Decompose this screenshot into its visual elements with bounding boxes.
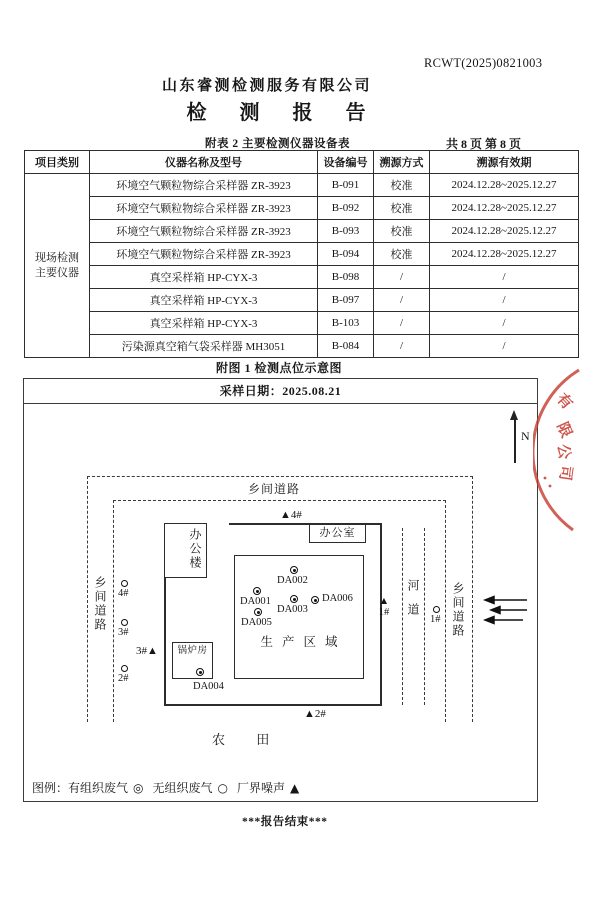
stack-emission-point-label: DA005 [241,617,272,628]
boundary-noise-marker: 3#▲ [136,645,158,657]
trace-method-cell: 校准 [374,243,430,266]
fugitive-emission-point-label: 1# [430,614,441,625]
legend-item-label: 无组织废气 [152,781,213,795]
instrument-name-cell: 真空采样箱 HP-CYX-3 [90,312,318,335]
company-name: 山东睿测检测服务有限公司 [161,78,372,94]
table-row [25,220,579,243]
north-arrow-shaft [514,418,516,463]
site-diagram [23,378,538,802]
stack-emission-point-label: DA003 [277,604,308,615]
stamp-dot [549,485,552,488]
legend-item-symbol-icon: ◎ [133,780,144,795]
noise-marker-label: 1# [378,607,390,618]
fugitive-emission-point-label: 4# [118,588,129,599]
trace-method-cell: / [374,335,430,358]
column-header: 项目类别 [25,151,90,174]
device-code-cell: B-092 [318,197,374,220]
stamp-char: 有 [553,390,575,413]
stack-emission-point-icon [196,668,204,676]
legend-item-label: 有组织废气 [68,781,129,795]
legend-item-label: 厂界噪声 [237,781,286,795]
stack-emission-point-icon [253,587,261,595]
table-row [25,197,579,220]
north-arrow [508,410,534,466]
fugitive-emission-point-icon [433,606,440,613]
fugitive-emission-point-label: 3# [118,627,129,638]
farmland-label: 农田 [212,732,301,747]
device-code-cell: B-103 [318,312,374,335]
table-row [25,312,579,335]
river-line-west [402,528,403,705]
road-label-right: 乡间道路 [451,582,465,638]
office-building-label: 办公楼 [188,528,202,570]
legend-title: 图例： [32,781,69,795]
stack-emission-point-label: DA004 [193,681,224,692]
column-header: 仪器名称及型号 [90,151,318,174]
trace-method-cell: 校准 [374,220,430,243]
table-row [25,289,579,312]
column-header: 溯源方式 [374,151,430,174]
boundary-noise-marker: ▲2# [304,708,326,720]
device-code-cell: B-084 [318,335,374,358]
category-line: 现场检测 [35,251,79,264]
report-number: RCWT(2025)0821003 [424,56,543,70]
trace-validity-cell: 2024.12.28~2025.12.27 [430,197,579,220]
boiler-room [172,642,213,679]
table-row [25,335,579,358]
category-line: 主要仪器 [35,266,79,279]
stack-emission-point-label: DA006 [322,593,353,604]
fugitive-emission-point-label: 2# [118,673,129,684]
report-end-footer: ***报告结束*** [242,816,328,828]
boundary-noise-marker: ▲4# [280,509,302,521]
category-cell [25,174,90,358]
instrument-name-cell: 环境空气颗粒物综合采样器 ZR-3923 [90,243,318,266]
figure-caption: 附图 1 检测点位示意图 [216,361,343,375]
road-label-left: 乡间道路 [93,576,107,632]
company-seal-stamp [533,366,601,534]
trace-validity-cell: / [430,289,579,312]
device-code-cell: B-091 [318,174,374,197]
device-code-cell: B-094 [318,243,374,266]
instrument-name-cell: 真空采样箱 HP-CYX-3 [90,266,318,289]
table-header-row [25,151,579,174]
stack-emission-point-icon [290,595,298,603]
trace-validity-cell: 2024.12.28~2025.12.27 [430,174,579,197]
trace-method-cell: 校准 [374,174,430,197]
river-label: 河道 [406,579,420,627]
table-row [25,266,579,289]
legend [32,779,308,796]
legend-item [68,779,144,796]
north-label: N [521,429,530,443]
fugitive-emission-point-icon [121,580,128,587]
stamp-dot [544,477,547,480]
instrument-name-cell: 真空采样箱 HP-CYX-3 [90,289,318,312]
stack-emission-point-label: DA001 [240,596,271,607]
legend-item-symbol-icon: ○ [217,780,229,795]
instrument-name-cell: 环境空气颗粒物综合采样器 ZR-3923 [90,220,318,243]
boiler-room-label: 锅炉房 [177,646,208,656]
office-building [164,523,207,578]
stack-emission-point-icon [311,596,319,604]
legend-item [237,779,299,796]
river-line-east [424,528,425,705]
trace-method-cell: / [374,266,430,289]
page-count: 共 8 页 第 8 页 [446,137,522,151]
stamp-char: 限 [553,420,575,441]
office-room-label: 办公室 [319,527,356,539]
trace-method-cell: / [374,312,430,335]
table-row [25,243,579,266]
trace-method-cell: 校准 [374,197,430,220]
device-code-cell: B-097 [318,289,374,312]
legend-item [153,779,229,796]
stamp-char: 公 [554,443,572,461]
trace-validity-cell: / [430,266,579,289]
legend-items [68,779,308,796]
fugitive-emission-point-icon [121,665,128,672]
legend-item-symbol-icon: ▲ [290,780,300,795]
production-area-label: 生产区域 [260,635,347,649]
trace-validity-cell: / [430,335,579,358]
document-title: 检 测 报 告 [186,102,380,124]
device-code-cell: B-098 [318,266,374,289]
column-header: 设备编号 [318,151,374,174]
road-label-top: 乡间道路 [248,482,301,496]
office-room [309,524,366,543]
trace-validity-cell: / [430,312,579,335]
device-code-cell: B-093 [318,220,374,243]
instrument-name-cell: 环境空气颗粒物综合采样器 ZR-3923 [90,197,318,220]
wind-direction-arrows [482,594,528,628]
stack-emission-point-icon [254,608,262,616]
trace-validity-cell: 2024.12.28~2025.12.27 [430,243,579,266]
table-caption: 附表 2 主要检测仪器设备表 [205,138,350,150]
column-header: 溯源有效期 [430,151,579,174]
fugitive-emission-point-icon [121,619,128,626]
noise-triangle-icon: ▲ [378,596,390,607]
instrument-name-cell: 环境空气颗粒物综合采样器 ZR-3923 [90,174,318,197]
stack-emission-point-label: DA002 [277,575,308,586]
table-row [25,174,579,197]
instrument-table [24,150,579,358]
instrument-name-cell: 污染源真空箱气袋采样器 MH3051 [90,335,318,358]
trace-method-cell: / [374,289,430,312]
trace-validity-cell: 2024.12.28~2025.12.27 [430,220,579,243]
stamp-char: 司 [555,464,574,482]
sampling-date: 采样日期：2025.08.21 [24,379,537,404]
stack-emission-point-icon [290,566,298,574]
boundary-noise-marker [373,596,395,618]
